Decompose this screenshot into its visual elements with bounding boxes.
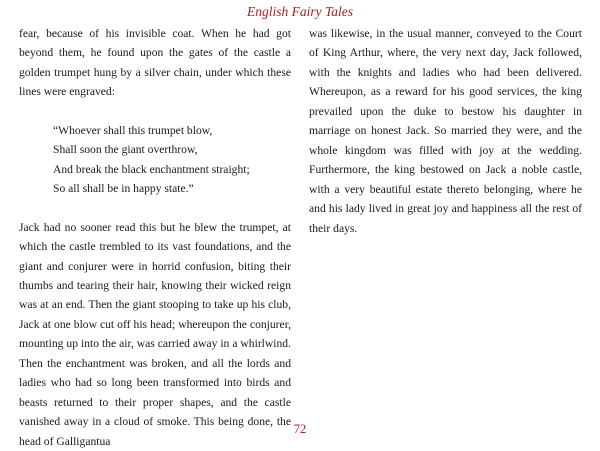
running-title: English Fairy Tales [246, 4, 353, 19]
verse-block [53, 121, 291, 199]
verse-line: And break the black enchantment straight; [53, 162, 250, 176]
left-paragraph-2: Jack had no sooner read this but he blew the trumpet, at which the castle trembled to its vast foundations, and the giant and conjurer were in horrid confusion, biting their thumbs and tearing their hair, knowing their wicked reign was at an end. Then the giant stooping to take up his club, Jack at one blow cut off his head; whereupon the conjurer, mounting up into the air, was carried away in a whirlwind. Then the enchantment was broken, and all the lords and ladies who had so long been transformed into birds and beasts returned to their proper shapes, and the castle vanished away in a cloud of smoke. This being done, the head of Galligantua [19, 220, 291, 448]
page-number: 72 [293, 422, 307, 436]
left-column [19, 24, 291, 451]
verse-line: So all shall be in happy state.” [53, 182, 194, 196]
right-column [309, 24, 582, 238]
verse-line: “Whoever shall this trumpet blow, [53, 123, 213, 137]
left-paragraph-1: fear, because of his invisible coat. When he had got beyond them, he found upon the gates of the castle a golden trumpet hung by a silver chain, under which these lines were engraved: [19, 27, 291, 99]
verse-line: Shall soon the giant overthrow, [53, 143, 198, 157]
right-paragraph-1: was likewise, in the usual manner, conveyed to the Court of King Arthur, where, the very next day, Jack followed, with the knights and ladies who had been delivered. Whereupon, as a reward for his good services, the king prevailed upon the duke to bestow his daughter in marriage on honest Jack. So married they were, and the whole kingdom was filled with joy at the wedding. Furthermore, the king bestowed on Jack a noble castle, with a very beautiful estate thereto belonging, where he and his lady lived in great joy and happiness all the rest of their days. [309, 27, 582, 235]
